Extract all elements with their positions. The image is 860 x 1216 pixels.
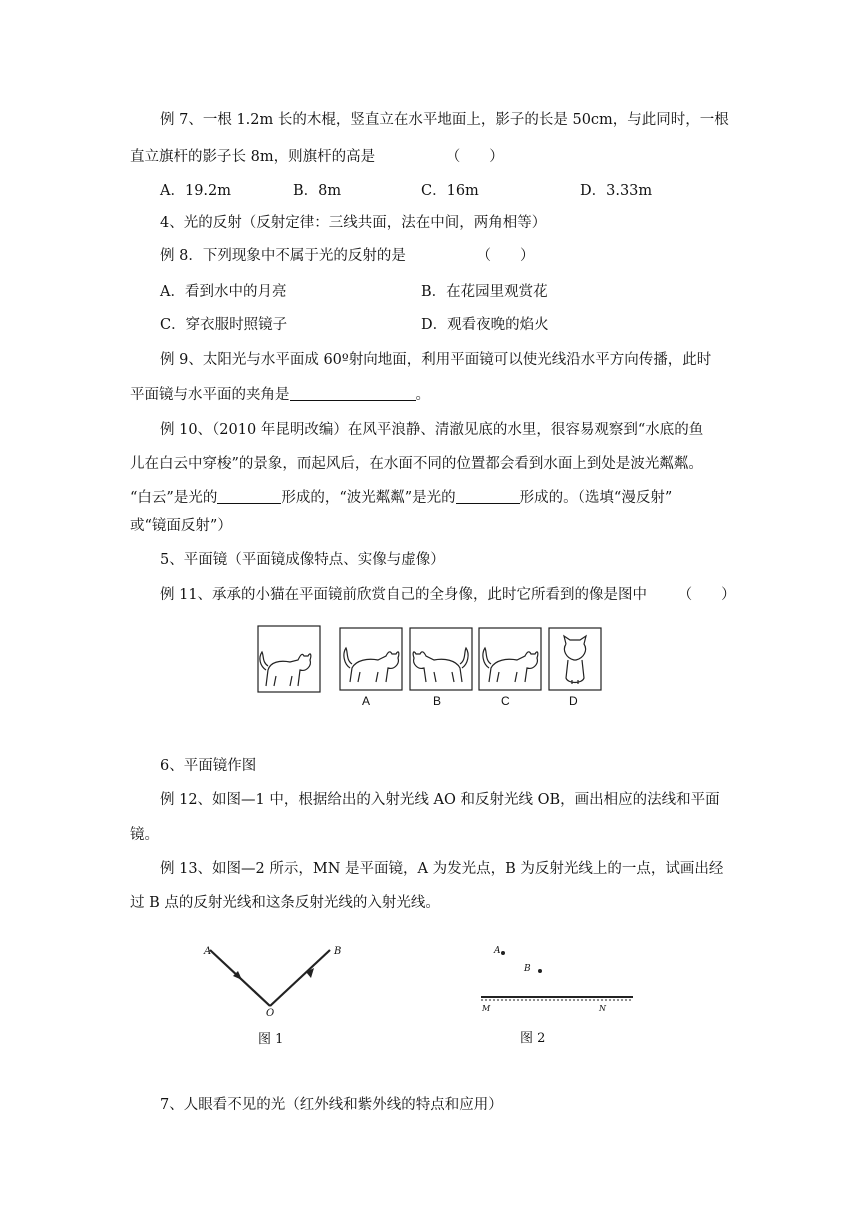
figure-1-label-b: B	[334, 946, 342, 957]
ex7-line-2	[130, 147, 504, 167]
figure-2-mirror-diagram	[478, 940, 638, 1020]
ex7-option-b: B．8m	[293, 183, 342, 199]
ex9-line-2-text: 平面镜与水平面的夹角是	[130, 387, 290, 403]
ex9-answer-blank[interactable]	[290, 385, 416, 401]
option-a-label: A	[362, 694, 371, 708]
option-c-label: C	[501, 694, 510, 708]
ex8-stem	[160, 246, 534, 266]
ex10-line-1: 例 10、（2010 年昆明改编）在风平浪静、清澈见底的水里，很容易观察到“水底的鱼	[160, 422, 704, 438]
ex10-line-2: 儿在白云中穿梭”的景象，而起风后，在水面不同的位置都会看到水面上到处是波光粼粼。	[130, 456, 703, 472]
ex7-option-a: A．19.2m	[160, 183, 232, 199]
figure-2-label-b: B	[524, 964, 531, 974]
ex10-line-4: 或“镜面反射”）	[130, 518, 232, 534]
figure-1-label-a: A	[204, 946, 212, 957]
ex10-blank-1[interactable]	[217, 488, 281, 504]
ex8-stem-text: 例 8．下列现象中不属于光的反射的是	[160, 248, 406, 264]
point-b	[538, 969, 542, 973]
ex10-line-3-b: 形成的，“波光粼粼”是光的	[281, 490, 456, 506]
ex7-stem-end: 直立旗杆的影子长 8m，则旗杆的高是	[130, 149, 376, 165]
ex13-line-2: 过 B 点的反射光线和这条反射光线的入射光线。	[130, 895, 440, 911]
ex11-stem	[160, 585, 736, 605]
reflected-ray-ob	[270, 950, 330, 1006]
figure-1-light-ray-diagram	[180, 930, 380, 1020]
option-c-cat-drawing	[483, 648, 538, 682]
original-cat-drawing	[260, 652, 311, 686]
ex12-line-1: 例 12、如图—1 中，根据给出的入射光线 AO 和反射光线 OB，画出相应的法线和平面	[160, 792, 720, 808]
figure-2-label-a: A	[494, 946, 501, 956]
ex7-answer-paren: （ ）	[445, 149, 504, 165]
ex10-line-3-c: 形成的。（选填“漫反射”	[519, 490, 673, 506]
option-a-cat-drawing	[344, 648, 399, 682]
figure-2-label-m: M	[482, 1004, 491, 1013]
figure-2-caption: 图 2	[520, 1031, 546, 1046]
ex10-line-3-a: “白云”是光的	[130, 490, 218, 506]
point-a	[501, 951, 505, 955]
section-7-heading: 7、人眼看不见的光（红外线和紫外线的特点和应用）	[160, 1097, 503, 1113]
ex10-line-3	[130, 488, 672, 508]
figure-1-label-o: O	[266, 1008, 275, 1019]
ex13-line-1: 例 13、如图—2 所示，MN 是平面镜，A 为发光点，B 为反射光线上的一点，试画出经	[160, 861, 724, 877]
ex11-stem-text: 例 11、承承的小猫在平面镜前欣赏自己的全身像，此时它所看到的像是图中	[160, 587, 648, 603]
ex8-option-a: A．看到水中的月亮	[160, 284, 287, 300]
ex8-option-b: B．在花园里观赏花	[421, 284, 548, 300]
option-b-cat-drawing	[413, 648, 468, 682]
ex8-option-d: D．观看夜晚的焰火	[421, 317, 549, 333]
ex11-answer-paren: （ ）	[677, 587, 736, 603]
ex7-option-d: D．3.33m	[580, 183, 653, 199]
ex7-option-c: C．16m	[421, 183, 479, 199]
ex9-line-2	[130, 385, 430, 405]
ex10-blank-2[interactable]	[456, 488, 520, 504]
section-6-heading: 6、平面镜作图	[160, 758, 257, 774]
figure-2-label-n: N	[599, 1004, 606, 1013]
option-d-label: D	[569, 694, 578, 708]
ex8-answer-paren: （ ）	[476, 248, 535, 264]
section-5-heading: 5、平面镜（平面镜成像特点、实像与虚像）	[160, 552, 445, 568]
figure-1-caption: 图 1	[258, 1032, 284, 1047]
cat-mirror-figure	[250, 622, 610, 716]
option-d-box	[549, 628, 601, 690]
ex9-line-2-end: 。	[415, 387, 430, 403]
ex9-line-1: 例 9、太阳光与水平面成 60º射向地面，利用平面镜可以使光线沿水平方向传播，此时	[160, 352, 712, 368]
ex8-option-c: C．穿衣服时照镜子	[160, 317, 288, 333]
ex12-line-2: 镜。	[130, 827, 159, 843]
option-d-cat-drawing	[564, 636, 586, 684]
option-b-label: B	[433, 694, 442, 708]
ex7-line-1: 例 7、一根 1.2m 长的木棍，竖直立在水平地面上，影子的长是 50cm，与此同时，一根	[160, 112, 729, 128]
section-4-heading: 4、光的反射（反射定律：三线共面，法在中间，两角相等）	[160, 215, 547, 231]
